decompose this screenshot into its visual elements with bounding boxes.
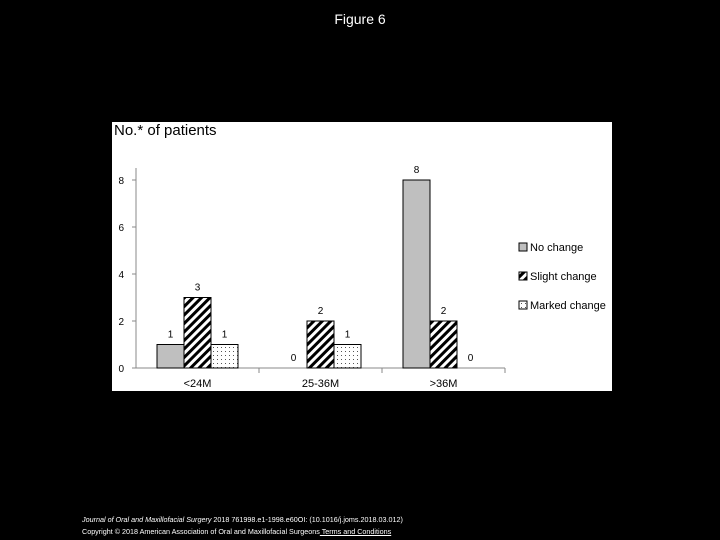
y-tick-label: 4 [118,270,124,281]
legend-label: Marked change [530,300,606,312]
bar-no-change [157,345,184,369]
x-tick-label: <24M [183,378,212,390]
y-tick-label: 8 [118,176,124,187]
bar-slight-change [430,321,457,368]
legend-swatch [519,243,527,251]
chart-panel [112,122,612,391]
citation-line [82,514,403,526]
data-label: 1 [167,329,174,341]
bar-slight-change [307,321,334,368]
y-tick-label: 0 [118,364,124,375]
data-label: 1 [221,329,228,341]
copyright-text: Copyright © 2018 American Association of Oral and Maxillofacial Surgeons [82,527,320,536]
y-tick-label: 6 [118,223,124,234]
bar-chart [112,122,612,391]
bar-marked-change [211,345,238,369]
data-label: 2 [317,306,324,317]
copyright-line [82,526,403,538]
citation-text: 2018 761998.e1-1998.e60OI: (10.1016/j.joms.2018.03.012) [211,515,403,524]
bar-marked-change [334,345,361,369]
data-label: 1 [344,329,351,341]
slide-title: Figure 6 [334,11,386,27]
journal-name: Journal of Oral and Maxillofacial Surgery [82,515,212,524]
x-tick-label: >36M [429,378,458,390]
footer [82,514,403,538]
bar-no-change [403,180,430,368]
bar-slight-change [184,298,211,369]
legend-swatch [519,301,527,309]
data-label: 8 [413,165,420,176]
legend-label: No change [530,242,584,254]
terms-link[interactable]: Terms and Conditions [319,527,392,536]
legend-swatch [519,272,527,280]
y-tick-label: 2 [118,317,124,328]
x-tick-label: 25-36M [301,378,340,390]
data-label: 3 [194,282,201,294]
data-label: 0 [467,353,474,364]
y-axis-title: No.* of patients [114,122,217,139]
data-label: 0 [290,353,297,364]
legend-label: Slight change [530,271,597,283]
data-label: 2 [440,306,447,317]
